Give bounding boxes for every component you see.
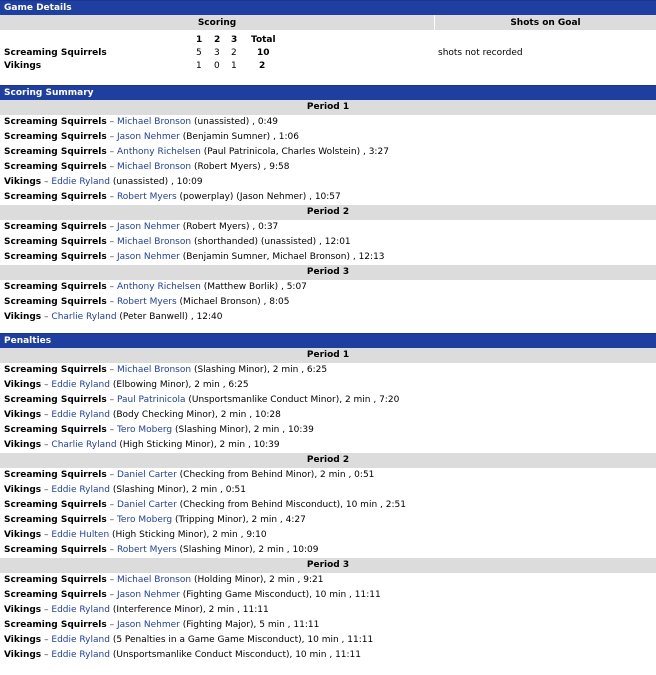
player-link[interactable]: Tero Moberg bbox=[116, 515, 173, 525]
separator: – bbox=[106, 470, 117, 480]
separator: – bbox=[106, 117, 117, 127]
penalty-detail: (Checking from Behind Misconduct), 10 min , 2:51 bbox=[179, 500, 406, 510]
separator: – bbox=[106, 222, 117, 232]
team-name: Screaming Squirrels bbox=[4, 395, 107, 405]
penalty-row bbox=[0, 483, 656, 498]
goal-row bbox=[0, 130, 656, 145]
player-link[interactable]: Charlie Ryland bbox=[51, 440, 117, 450]
separator: – bbox=[106, 500, 117, 510]
penalty-row bbox=[0, 618, 656, 633]
player-link[interactable]: Michael Bronson bbox=[116, 575, 192, 585]
team-name: Vikings bbox=[4, 485, 42, 495]
penalty-row bbox=[0, 573, 656, 588]
separator: – bbox=[41, 650, 52, 660]
shots-column-header: Shots on Goal bbox=[435, 15, 656, 30]
goal-period-header: Period 2 bbox=[0, 205, 656, 220]
penalty-detail: (Body Checking Minor), 2 min , 10:28 bbox=[112, 410, 281, 420]
team-name: Screaming Squirrels bbox=[4, 282, 107, 292]
goal-detail: (unassisted) , 10:09 bbox=[112, 177, 203, 187]
penalty-detail: (High Sticking Minor), 2 min , 9:10 bbox=[112, 530, 267, 540]
separator: – bbox=[106, 395, 117, 405]
penalty-row bbox=[0, 633, 656, 648]
goal-row bbox=[0, 295, 656, 310]
scoring-column-header: Scoring bbox=[0, 15, 435, 30]
team-name: Screaming Squirrels bbox=[4, 470, 107, 480]
goal-detail: (Peter Banwell) , 12:40 bbox=[119, 312, 223, 322]
separator: – bbox=[41, 605, 52, 615]
game-details-body bbox=[0, 30, 656, 85]
team-name: Vikings bbox=[4, 61, 42, 71]
penalty-detail: (Unsportsmanlike Conduct Misconduct), 10 min , 11:11 bbox=[112, 650, 362, 660]
player-link[interactable]: Daniel Carter bbox=[116, 470, 177, 480]
penalty-detail: (5 Penalties in a Game Game Misconduct), 10 min , 11:11 bbox=[112, 635, 374, 645]
separator: – bbox=[41, 635, 52, 645]
separator: – bbox=[106, 282, 117, 292]
team-name: Screaming Squirrels bbox=[4, 515, 107, 525]
period-3-column: 3 bbox=[231, 35, 238, 45]
player-link[interactable]: Eddie Ryland bbox=[51, 605, 110, 615]
separator: – bbox=[106, 590, 117, 600]
player-link[interactable]: Robert Myers bbox=[116, 297, 177, 307]
penalty-detail: (Slashing Minor), 2 min , 10:39 bbox=[174, 425, 314, 435]
player-link[interactable]: Tero Moberg bbox=[116, 425, 173, 435]
separator: – bbox=[106, 425, 117, 435]
team-period-1-goals: 1 bbox=[196, 61, 202, 71]
penalty-detail: (Unsportsmanlike Conduct Minor), 2 min , 7:20 bbox=[188, 395, 400, 405]
team-period-3-goals: 2 bbox=[231, 48, 237, 58]
player-link[interactable]: Jason Nehmer bbox=[116, 590, 180, 600]
player-link[interactable]: Michael Bronson bbox=[116, 117, 192, 127]
separator: – bbox=[41, 177, 52, 187]
penalty-detail: (Interference Minor), 2 min , 11:11 bbox=[112, 605, 269, 615]
goal-detail: (Benjamin Sumner, Michael Bronson) , 12:13 bbox=[182, 252, 385, 262]
team-name: Screaming Squirrels bbox=[4, 252, 107, 262]
penalty-row bbox=[0, 543, 656, 558]
team-name: Vikings bbox=[4, 605, 42, 615]
penalty-detail: (Checking from Behind Minor), 2 min , 0:51 bbox=[179, 470, 375, 480]
separator: – bbox=[106, 515, 117, 525]
team-name: Screaming Squirrels bbox=[4, 545, 107, 555]
team-name: Screaming Squirrels bbox=[4, 237, 107, 247]
separator: – bbox=[41, 380, 52, 390]
team-name: Screaming Squirrels bbox=[4, 590, 107, 600]
team-total-goals: 2 bbox=[259, 61, 266, 71]
penalty-row bbox=[0, 423, 656, 438]
goal-row bbox=[0, 190, 656, 205]
penalty-row bbox=[0, 513, 656, 528]
goal-detail: (Michael Bronson) , 8:05 bbox=[179, 297, 290, 307]
game-details-table bbox=[0, 15, 656, 30]
separator: – bbox=[106, 162, 117, 172]
scoring-summary-list bbox=[0, 100, 656, 325]
separator: – bbox=[41, 410, 52, 420]
player-link[interactable]: Eddie Ryland bbox=[51, 650, 110, 660]
goal-row bbox=[0, 115, 656, 130]
separator: – bbox=[106, 575, 117, 585]
team-name: Screaming Squirrels bbox=[4, 48, 107, 58]
player-link[interactable]: Eddie Hulten bbox=[51, 530, 110, 540]
goal-detail: (shorthanded) (unassisted) , 12:01 bbox=[193, 237, 351, 247]
team-name: Screaming Squirrels bbox=[4, 162, 107, 172]
penalty-period-header: Period 2 bbox=[0, 453, 656, 468]
penalty-detail: (Slashing Minor), 2 min , 10:09 bbox=[179, 545, 319, 555]
goal-row bbox=[0, 145, 656, 160]
team-name: Screaming Squirrels bbox=[4, 500, 107, 510]
total-column: Total bbox=[251, 35, 276, 45]
penalty-row bbox=[0, 588, 656, 603]
separator: – bbox=[106, 365, 117, 375]
separator: – bbox=[106, 252, 117, 262]
team-name: Vikings bbox=[4, 177, 42, 187]
goal-period-header: Period 3 bbox=[0, 265, 656, 280]
goal-detail: (Benjamin Sumner) , 1:06 bbox=[182, 132, 299, 142]
player-link[interactable]: Michael Bronson bbox=[116, 365, 192, 375]
goal-detail: (unassisted) , 0:49 bbox=[193, 117, 279, 127]
goal-row bbox=[0, 310, 656, 325]
team-name: Screaming Squirrels bbox=[4, 297, 107, 307]
penalty-row bbox=[0, 438, 656, 453]
game-details-header: Game Details bbox=[0, 0, 656, 15]
penalty-row bbox=[0, 408, 656, 423]
period-2-column: 2 bbox=[214, 35, 221, 45]
player-link[interactable]: Michael Bronson bbox=[116, 237, 192, 247]
team-period-2-goals: 3 bbox=[214, 48, 220, 58]
player-link[interactable]: Eddie Ryland bbox=[51, 177, 110, 187]
goal-row bbox=[0, 235, 656, 250]
team-name: Screaming Squirrels bbox=[4, 575, 107, 585]
team-name: Screaming Squirrels bbox=[4, 222, 107, 232]
section-gap bbox=[0, 325, 656, 333]
team-name: Screaming Squirrels bbox=[4, 620, 107, 630]
penalty-detail: (Slashing Minor), 2 min , 0:51 bbox=[112, 485, 246, 495]
player-link[interactable]: Paul Patrinicola bbox=[116, 395, 186, 405]
player-link[interactable]: Robert Myers bbox=[116, 545, 177, 555]
player-link[interactable]: Charlie Ryland bbox=[51, 312, 117, 322]
scoring-summary-header: Scoring Summary bbox=[0, 85, 656, 100]
goal-row bbox=[0, 220, 656, 235]
separator: – bbox=[106, 620, 117, 630]
team-name: Screaming Squirrels bbox=[4, 365, 107, 375]
player-link[interactable]: Robert Myers bbox=[116, 192, 177, 202]
penalty-period-header: Period 3 bbox=[0, 558, 656, 573]
player-link[interactable]: Anthony Richelsen bbox=[116, 147, 201, 157]
player-link[interactable]: Jason Nehmer bbox=[116, 620, 180, 630]
penalties-header: Penalties bbox=[0, 333, 656, 348]
goal-detail: (Robert Myers) , 9:58 bbox=[193, 162, 290, 172]
team-name: Screaming Squirrels bbox=[4, 132, 107, 142]
player-link[interactable]: Eddie Ryland bbox=[51, 380, 110, 390]
goal-row bbox=[0, 250, 656, 265]
team-name: Screaming Squirrels bbox=[4, 117, 107, 127]
player-link[interactable]: Jason Nehmer bbox=[116, 222, 180, 232]
goal-detail: (Robert Myers) , 0:37 bbox=[182, 222, 279, 232]
team-period-1-goals: 5 bbox=[196, 48, 202, 58]
separator: – bbox=[41, 530, 52, 540]
goal-detail: (Matthew Borlik) , 5:07 bbox=[203, 282, 307, 292]
goal-period-header: Period 1 bbox=[0, 100, 656, 115]
period-1-column: 1 bbox=[196, 35, 203, 45]
penalties-list bbox=[0, 348, 656, 663]
separator: – bbox=[106, 545, 117, 555]
team-name: Screaming Squirrels bbox=[4, 192, 107, 202]
separator: – bbox=[41, 485, 52, 495]
separator: – bbox=[41, 440, 52, 450]
team-name: Vikings bbox=[4, 410, 42, 420]
penalty-period-header: Period 1 bbox=[0, 348, 656, 363]
player-link[interactable]: Daniel Carter bbox=[116, 500, 177, 510]
player-link[interactable]: Michael Bronson bbox=[116, 162, 192, 172]
team-name: Vikings bbox=[4, 440, 42, 450]
team-name: Vikings bbox=[4, 312, 42, 322]
team-name: Vikings bbox=[4, 650, 42, 660]
penalty-detail: (Elbowing Minor), 2 min , 6:25 bbox=[112, 380, 249, 390]
separator: – bbox=[106, 297, 117, 307]
goal-row bbox=[0, 160, 656, 175]
penalty-row bbox=[0, 603, 656, 618]
goal-detail: (powerplay) (Jason Nehmer) , 10:57 bbox=[179, 192, 341, 202]
penalty-row bbox=[0, 468, 656, 483]
player-link[interactable]: Jason Nehmer bbox=[116, 132, 180, 142]
team-name: Vikings bbox=[4, 530, 42, 540]
separator: – bbox=[106, 132, 117, 142]
team-name: Vikings bbox=[4, 380, 42, 390]
goal-detail: (Paul Patrinicola, Charles Wolstein) , 3:27 bbox=[203, 147, 389, 157]
player-link[interactable]: Eddie Ryland bbox=[51, 635, 110, 645]
player-link[interactable]: Jason Nehmer bbox=[116, 252, 180, 262]
penalty-detail: (Slashing Minor), 2 min , 6:25 bbox=[193, 365, 328, 375]
penalty-row bbox=[0, 378, 656, 393]
penalty-row bbox=[0, 393, 656, 408]
penalty-detail: (Fighting Game Misconduct), 10 min , 11:11 bbox=[182, 590, 381, 600]
player-link[interactable]: Eddie Ryland bbox=[51, 485, 110, 495]
team-name: Screaming Squirrels bbox=[4, 425, 107, 435]
penalty-detail: (Holding Minor), 2 min , 9:21 bbox=[193, 575, 324, 585]
player-link[interactable]: Anthony Richelsen bbox=[116, 282, 201, 292]
separator: – bbox=[41, 312, 52, 322]
player-link[interactable]: Eddie Ryland bbox=[51, 410, 110, 420]
separator: – bbox=[106, 237, 117, 247]
shots-note: shots not recorded bbox=[438, 48, 523, 58]
goal-row bbox=[0, 280, 656, 295]
team-period-2-goals: 0 bbox=[214, 61, 220, 71]
team-period-3-goals: 1 bbox=[231, 61, 237, 71]
penalty-detail: (High Sticking Minor), 2 min , 10:39 bbox=[119, 440, 280, 450]
goal-row bbox=[0, 175, 656, 190]
penalty-detail: (Tripping Minor), 2 min , 4:27 bbox=[174, 515, 306, 525]
penalty-row bbox=[0, 648, 656, 663]
team-total-goals: 10 bbox=[257, 48, 270, 58]
team-name: Screaming Squirrels bbox=[4, 147, 107, 157]
separator: – bbox=[106, 192, 117, 202]
penalty-row bbox=[0, 528, 656, 543]
penalty-row bbox=[0, 498, 656, 513]
team-name: Vikings bbox=[4, 635, 42, 645]
separator: – bbox=[106, 147, 117, 157]
penalty-row bbox=[0, 363, 656, 378]
penalty-detail: (Fighting Major), 5 min , 11:11 bbox=[182, 620, 320, 630]
